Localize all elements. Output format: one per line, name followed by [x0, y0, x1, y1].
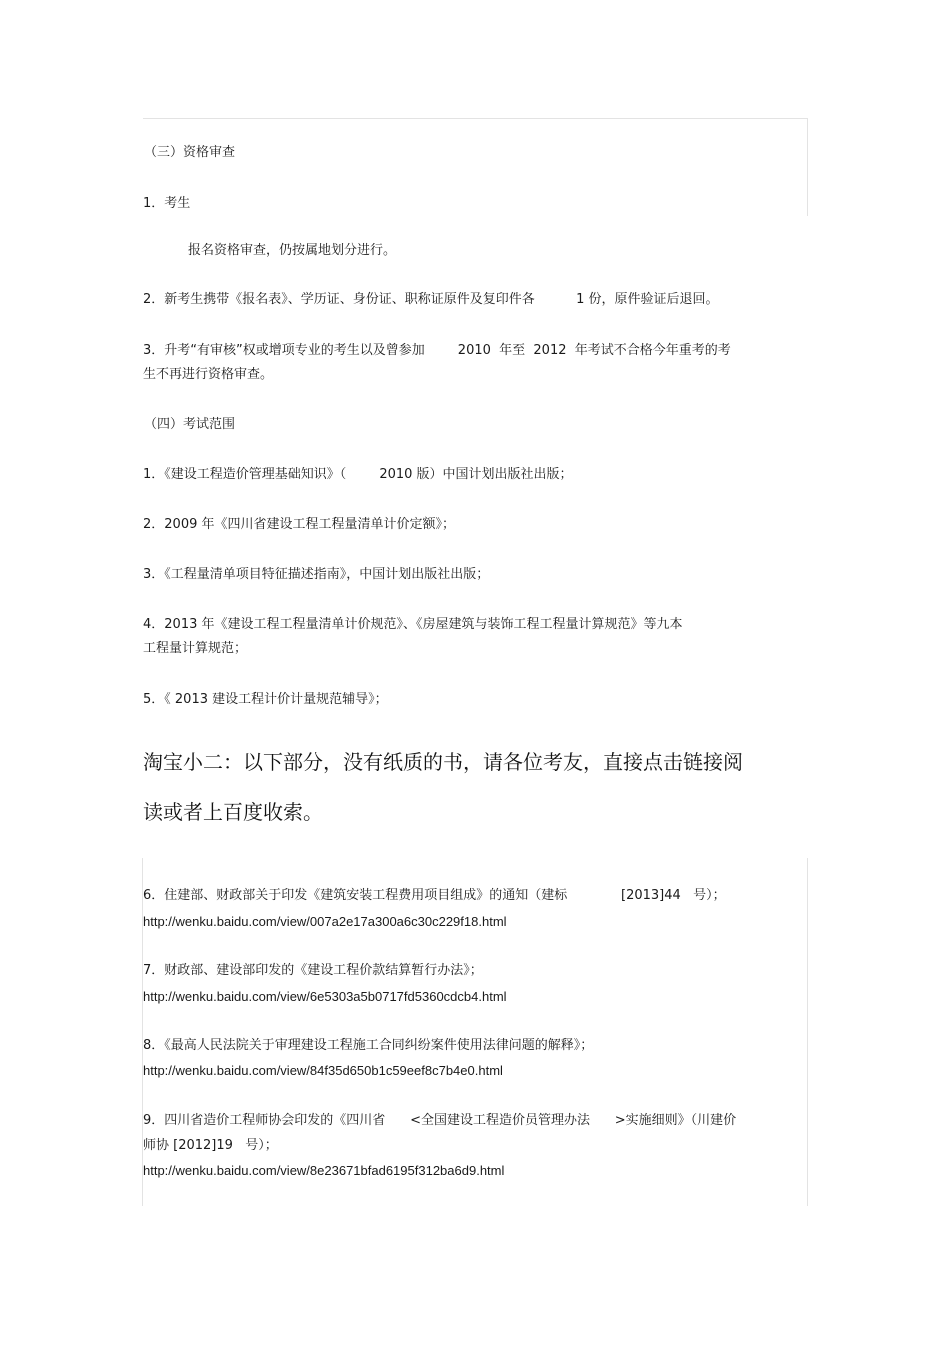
- reference-8-title: 8．《最高人民法院关于审理建设工程施工合同纠纷案件使用法律问题的解释》；: [143, 1038, 594, 1053]
- reference-6-link[interactable]: http://wenku.baidu.com/view/007a2e17a300a6c30c229f18.html: [143, 914, 507, 929]
- notice-line-1: 淘宝小二：以下部分，没有纸质的书，请各位考友，直接点击链接阅: [143, 750, 743, 774]
- reference-9-title-line1: 9．四川省造价工程师协会印发的《四川省 <全国建设工程造价员管理办法 >实施细则》（川建价: [143, 1113, 737, 1128]
- section4-heading: （四）考试范围: [144, 417, 236, 432]
- section4-item-3: 3．《工程量清单项目特征描述指南》，中国计划出版社出版；: [143, 567, 490, 582]
- reference-9-link[interactable]: http://wenku.baidu.com/view/8e23671bfad6195f312ba6d9.html: [143, 1163, 505, 1178]
- section4-item-2: 2．2009 年《四川省建设工程工程量清单计价定额》；: [143, 517, 455, 532]
- section4-item-1: 1．《建设工程造价管理基础知识》（ 2010 版）中国计划出版社出版；: [143, 467, 573, 482]
- section3-item1-label: 1．考生: [143, 196, 191, 211]
- section3-item2: 2．新考生携带《报名表》、学历证、身份证、职称证原件及复印件各 1 份，原件验证后退回。: [143, 292, 719, 307]
- reference-9-title-line2: 师协 [2012]19 号）；: [143, 1138, 278, 1153]
- section3-item3-line2: 生不再进行资格审查。: [143, 367, 274, 382]
- section4-item-5: 5．《 2013 建设工程计价计量规范辅导》；: [143, 692, 388, 707]
- notice-line-2: 读或者上百度收索。: [143, 800, 323, 824]
- reference-7-link[interactable]: http://wenku.baidu.com/view/6e5303a5b0717fd5360cdcb4.html: [143, 989, 507, 1004]
- section3-item1-body: 报名资格审查，仍按属地划分进行。: [188, 243, 397, 258]
- frame-right-line-upper: [807, 118, 808, 216]
- reference-6-title: 6．住建部、财政部关于印发《建筑安装工程费用项目组成》的通知（建标 [2013]44 号）；: [143, 888, 726, 903]
- reference-7-title: 7．财政部、建设部印发的《建设工程价款结算暂行办法》；: [143, 963, 483, 978]
- frame-top-line: [143, 118, 808, 119]
- section3-item3-line1: 3．升考“有审核”权或增项专业的考生以及曾参加 2010 年至 2012 年考试不合格今年重考的考: [143, 343, 731, 358]
- reference-8-link[interactable]: http://wenku.baidu.com/view/84f35d650b1c59eef8c7b4e0.html: [143, 1063, 503, 1078]
- section4-item-4-line1: 4．2013 年《建设工程工程量清单计价规范》、《房屋建筑与装饰工程工程量计算规范》等九本: [143, 617, 683, 632]
- section4-item-4-line2: 工程量计算规范；: [143, 641, 248, 656]
- section3-heading: （三）资格审查: [144, 145, 236, 160]
- frame-right-line-lower: [807, 858, 808, 1206]
